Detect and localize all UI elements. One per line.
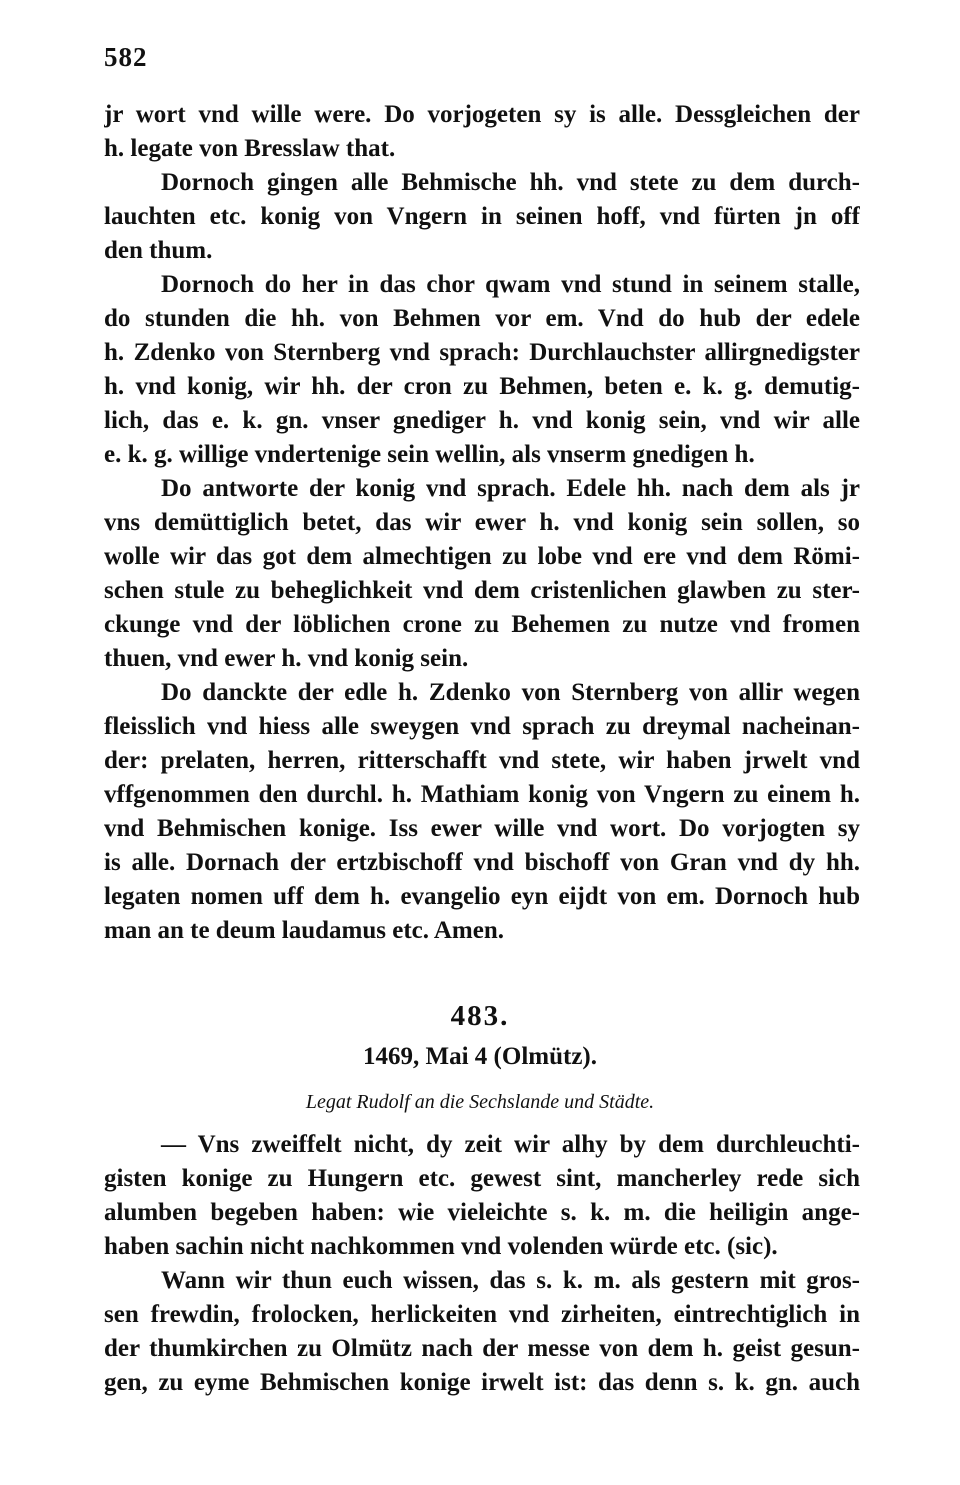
- text-line: gen, zu eyme Behmischen konige irwelt ist: das denn s. k. gn. auch: [104, 1369, 860, 1396]
- text-line: den thum.: [104, 237, 213, 264]
- text-line: e. k. g. willige vndertenige sein wellin, als vnserm gnedigen h.: [104, 441, 755, 468]
- text-line: sen frewdin, frolocken, herlickeiten vnd zirheiten, eintrechtiglich in: [104, 1301, 860, 1328]
- text-line: vffgenommen den durchl. h. Mathiam konig von Vngern zu einem h.: [104, 781, 860, 808]
- text-line: der thumkirchen zu Olmütz nach der messe von dem h. geist gesun-: [104, 1335, 860, 1362]
- text-line: lich, das e. k. gn. vnser gnediger h. vnd konig sein, vnd wir alle: [104, 407, 860, 434]
- text-line: h. Zdenko von Sternberg vnd sprach: Durchlauchster allirgnedigster: [104, 339, 860, 366]
- document-number: 483.: [450, 1000, 510, 1032]
- text-line: fleisslich vnd hiess alle sweygen vnd sprach zu dreymal nacheinan-: [104, 713, 860, 740]
- text-line: lauchten etc. konig von Vngern in seinen hoff, vnd fürten jn off: [104, 203, 860, 230]
- text-line: der: prelaten, herren, ritterschafft vnd stete, wir haben jrwelt vnd: [104, 747, 860, 774]
- text-line: jr wort vnd wille were. Do vorjogeten sy is alle. Dessgleichen der: [104, 101, 860, 128]
- text-line: Do danckte der edle h. Zdenko von Sternberg von allir wegen: [161, 679, 860, 706]
- text-line: — Vns zweiffelt nicht, dy zeit wir alhy by dem durchleuchti-: [161, 1131, 860, 1158]
- text-line: is alle. Dornach der ertzbischoff vnd bischoff von Gran vnd dy hh.: [104, 849, 860, 876]
- text-line: Wann wir thun euch wissen, das s. k. m. als gestern mit gros-: [161, 1267, 860, 1294]
- document-summary: Legat Rudolf an die Sechslande und Städte.: [305, 1091, 655, 1113]
- document-date: 1469, Mai 4 (Olmütz).: [363, 1043, 597, 1070]
- text-line: gisten konige zu Hungern etc. gewest sint, mancherley rede sich: [104, 1165, 860, 1192]
- text-line: ckunge vnd der löblichen crone zu Behemen zu nutze vnd fromen: [104, 611, 860, 638]
- text-line: Dornoch gingen alle Behmische hh. vnd stete zu dem durch-: [161, 169, 860, 196]
- page-number: 582: [104, 42, 148, 72]
- text-line: alumben begeben haben: wie vieleichte s. k. m. die heiligin ange-: [104, 1199, 860, 1226]
- text-line: legaten nomen uff dem h. evangelio eyn eijdt von em. Dornoch hub: [104, 883, 860, 910]
- text-line: haben sachin nicht nachkommen vnd volenden würde etc. (sic).: [104, 1233, 778, 1260]
- text-line: man an te deum laudamus etc. Amen.: [104, 917, 505, 944]
- text-line: Dornoch do her in das chor qwam vnd stund in seinem stalle,: [161, 271, 860, 298]
- text-line: vnd Behmischen konige. Iss ewer wille vnd wort. Do vorjogten sy: [104, 815, 860, 842]
- text-line: vns demüttiglich betet, das wir ewer h. vnd konig sein sollen, so: [104, 509, 860, 536]
- text-line: schen stule zu beheglichkeit vnd dem cristenlichen glawben zu ster-: [104, 577, 860, 604]
- text-line: wolle wir das got dem almechtigen zu lobe vnd ere vnd dem Römi-: [104, 543, 860, 570]
- text-line: thuen, vnd ewer h. vnd konig sein.: [104, 645, 469, 672]
- text-line: do stunden die hh. von Behmen vor em. Vnd do hub der edele: [104, 305, 860, 332]
- text-line: Do antworte der konig vnd sprach. Edele hh. nach dem als jr: [161, 475, 860, 502]
- text-line: h. legate von Bresslaw that.: [104, 135, 396, 162]
- text-line: h. vnd konig, wir hh. der cron zu Behmen, beten e. k. g. demutig-: [104, 373, 860, 400]
